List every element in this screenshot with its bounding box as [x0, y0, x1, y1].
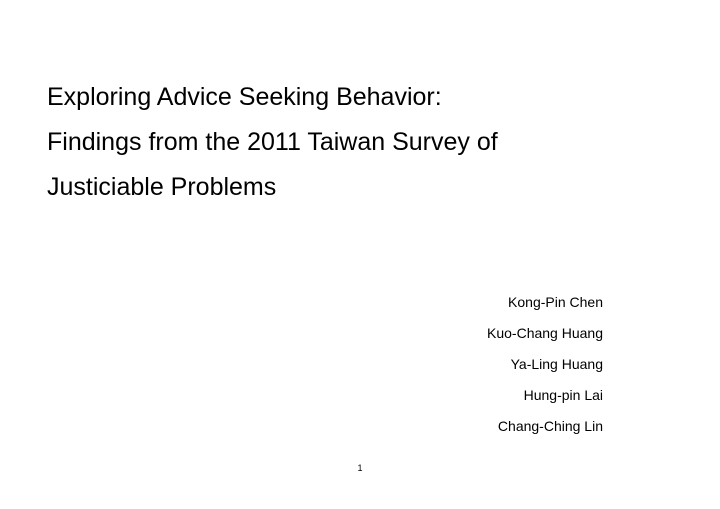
title-line-1: Exploring Advice Seeking Behavior:: [47, 83, 442, 111]
author-list: [487, 287, 603, 442]
author-name: Kuo-Chang Huang: [487, 325, 603, 341]
author-name: Ya-Ling Huang: [510, 356, 603, 372]
title-line-3: Justiciable Problems: [47, 173, 277, 201]
author-name: Kong-Pin Chen: [508, 294, 603, 310]
author-name: Hung-pin Lai: [523, 387, 603, 403]
title-line-2: Findings from the 2011 Taiwan Survey of: [47, 128, 498, 156]
slide-title: [47, 75, 647, 210]
page-number: 1: [357, 463, 363, 473]
author-name: Chang-Ching Lin: [497, 418, 603, 434]
